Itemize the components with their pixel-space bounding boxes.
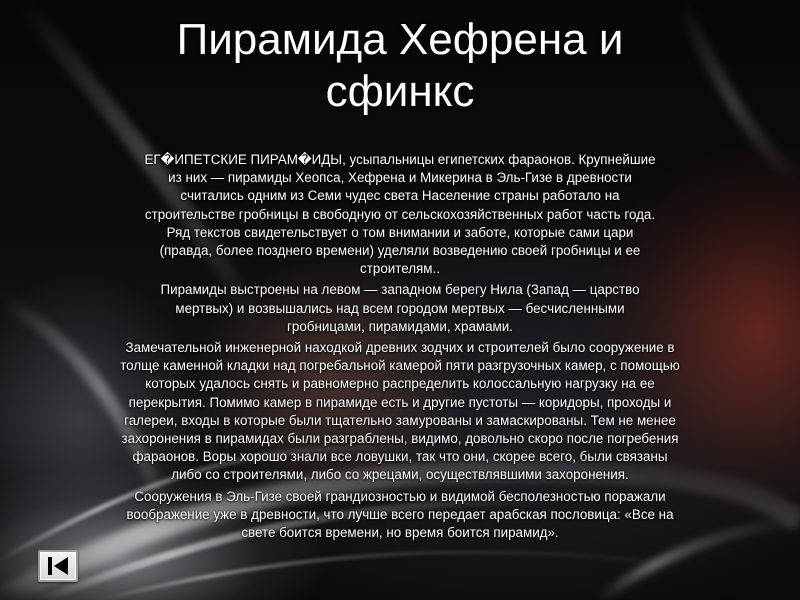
- paragraph: ЕГ�ИПЕТСКИЕ ПИРАМ�ИДЫ, усыпальницы египетских фараонов. Крупнейшие из них — пирамиды Хеопса, Хефрена и Микерина в Эль-Гизе в древности считались одним из Семи чудес света Население страны работало на строительстве гробницы в свободную от сельскохозяйственных работ часть года. Ряд текстов свидетельствует о том внимании и заботе, которые сами цари (правда, более позднего времени) уделяли возведению своей гробницы и ее строителям..: [144, 152, 656, 277]
- first-slide-button[interactable]: [38, 550, 78, 582]
- paragraph: Замечательной инженерной находкой древних зодчих и строителей было сооружение в толще каменной кладки над погребальной камерой пяти разгрузочных камер, с помощью которых удалось снять и равномерно распределить колоссальную нагрузку на ее перекрытия. Помимо камер в пирамиде есть и другие пустоты — коридоры, проходы и галереи, входы в которые были тщательно замурованы и замаскированы. Тем не менее захоронения в пирамидах были разграблены, видимо, довольно скоро после погребения фараонов. Воры хорошо знали все ловушки, так что они, скорее всего, были связаны либо со строителями, либо со жрецами, осуществлявшими захоронения.: [120, 340, 680, 483]
- streak: [100, 552, 640, 600]
- slide-body-text: [120, 151, 680, 545]
- skip-to-first-icon: [46, 556, 70, 576]
- paragraph: Сооружения в Эль-Гизе своей грандиозностью и видимой бесполезностью поражали воображение уже в древности, что лучше всего передает арабская пословица: «Все на свете боится времени, но время боится пирамид».: [126, 488, 674, 541]
- slide-title: Пирамида Хефрена и сфинкс: [176, 15, 624, 116]
- paragraph: Пирамиды выстроены на левом — западном берегу Нила (Запад — царство мертвых) и возвышались над всем городом мертвых — бесчисленными гробницами, пирамидами, храмами.: [160, 282, 640, 334]
